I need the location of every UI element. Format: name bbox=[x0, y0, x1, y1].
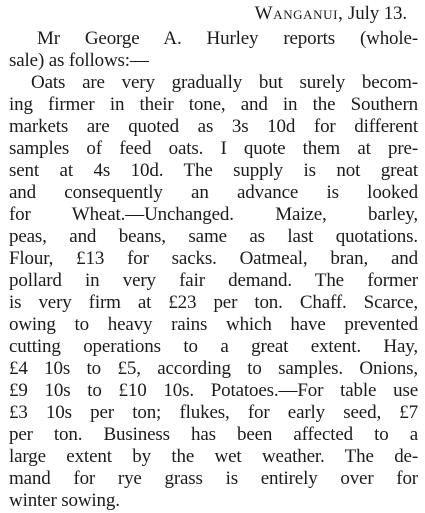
article-line: mand for rye grass is entirely over for bbox=[9, 468, 418, 489]
article-line: per ton. Business has been affected to a bbox=[9, 424, 418, 445]
article-line: markets are quoted as 3s 10d for different bbox=[9, 116, 418, 137]
dateline-date: July 13. bbox=[343, 3, 407, 24]
article-line: sent at 4s 10d. The supply is not great bbox=[9, 160, 418, 181]
article-line: owing to heavy rains which have prevented bbox=[9, 314, 418, 335]
article-line: peas, and beans, same as last quotations. bbox=[9, 226, 418, 247]
article-line: £4 10s to £5, according to samples. Onions, bbox=[9, 358, 418, 379]
article-line: £3 10s per ton; flukes, for early seed, £7 bbox=[9, 402, 418, 423]
article-line: samples of feed oats. I quote them at pre- bbox=[9, 138, 418, 159]
article-line: ing firmer in their tone, and in the Southern bbox=[9, 94, 418, 115]
article-line: winter sowing. bbox=[9, 490, 120, 511]
dateline-place: Wanganui, bbox=[254, 3, 344, 24]
article-line: and consequently an advance is looked bbox=[9, 182, 418, 203]
article-line: Mr George A. Hurley reports (whole- bbox=[37, 28, 418, 49]
article-line: is very firm at £23 per ton. Chaff. Scarce, bbox=[9, 292, 418, 313]
article-line: pollard in very fair demand. The former bbox=[9, 270, 418, 291]
article-line: large extent by the wet weather. The de- bbox=[9, 446, 418, 467]
article-line: sale) as follows:— bbox=[9, 50, 149, 71]
article-line: Oats are very gradually but surely becom- bbox=[31, 72, 418, 93]
article-line: Flour, £13 for sacks. Oatmeal, bran, and bbox=[9, 248, 418, 269]
dateline bbox=[255, 2, 407, 26]
article-line: cutting operations to a great extent. Hay, bbox=[9, 336, 418, 357]
article-line: for Wheat.—Unchanged. Maize, barley, bbox=[9, 204, 418, 225]
article-line: £9 10s to £10 10s. Potatoes.—For table use bbox=[9, 380, 418, 401]
